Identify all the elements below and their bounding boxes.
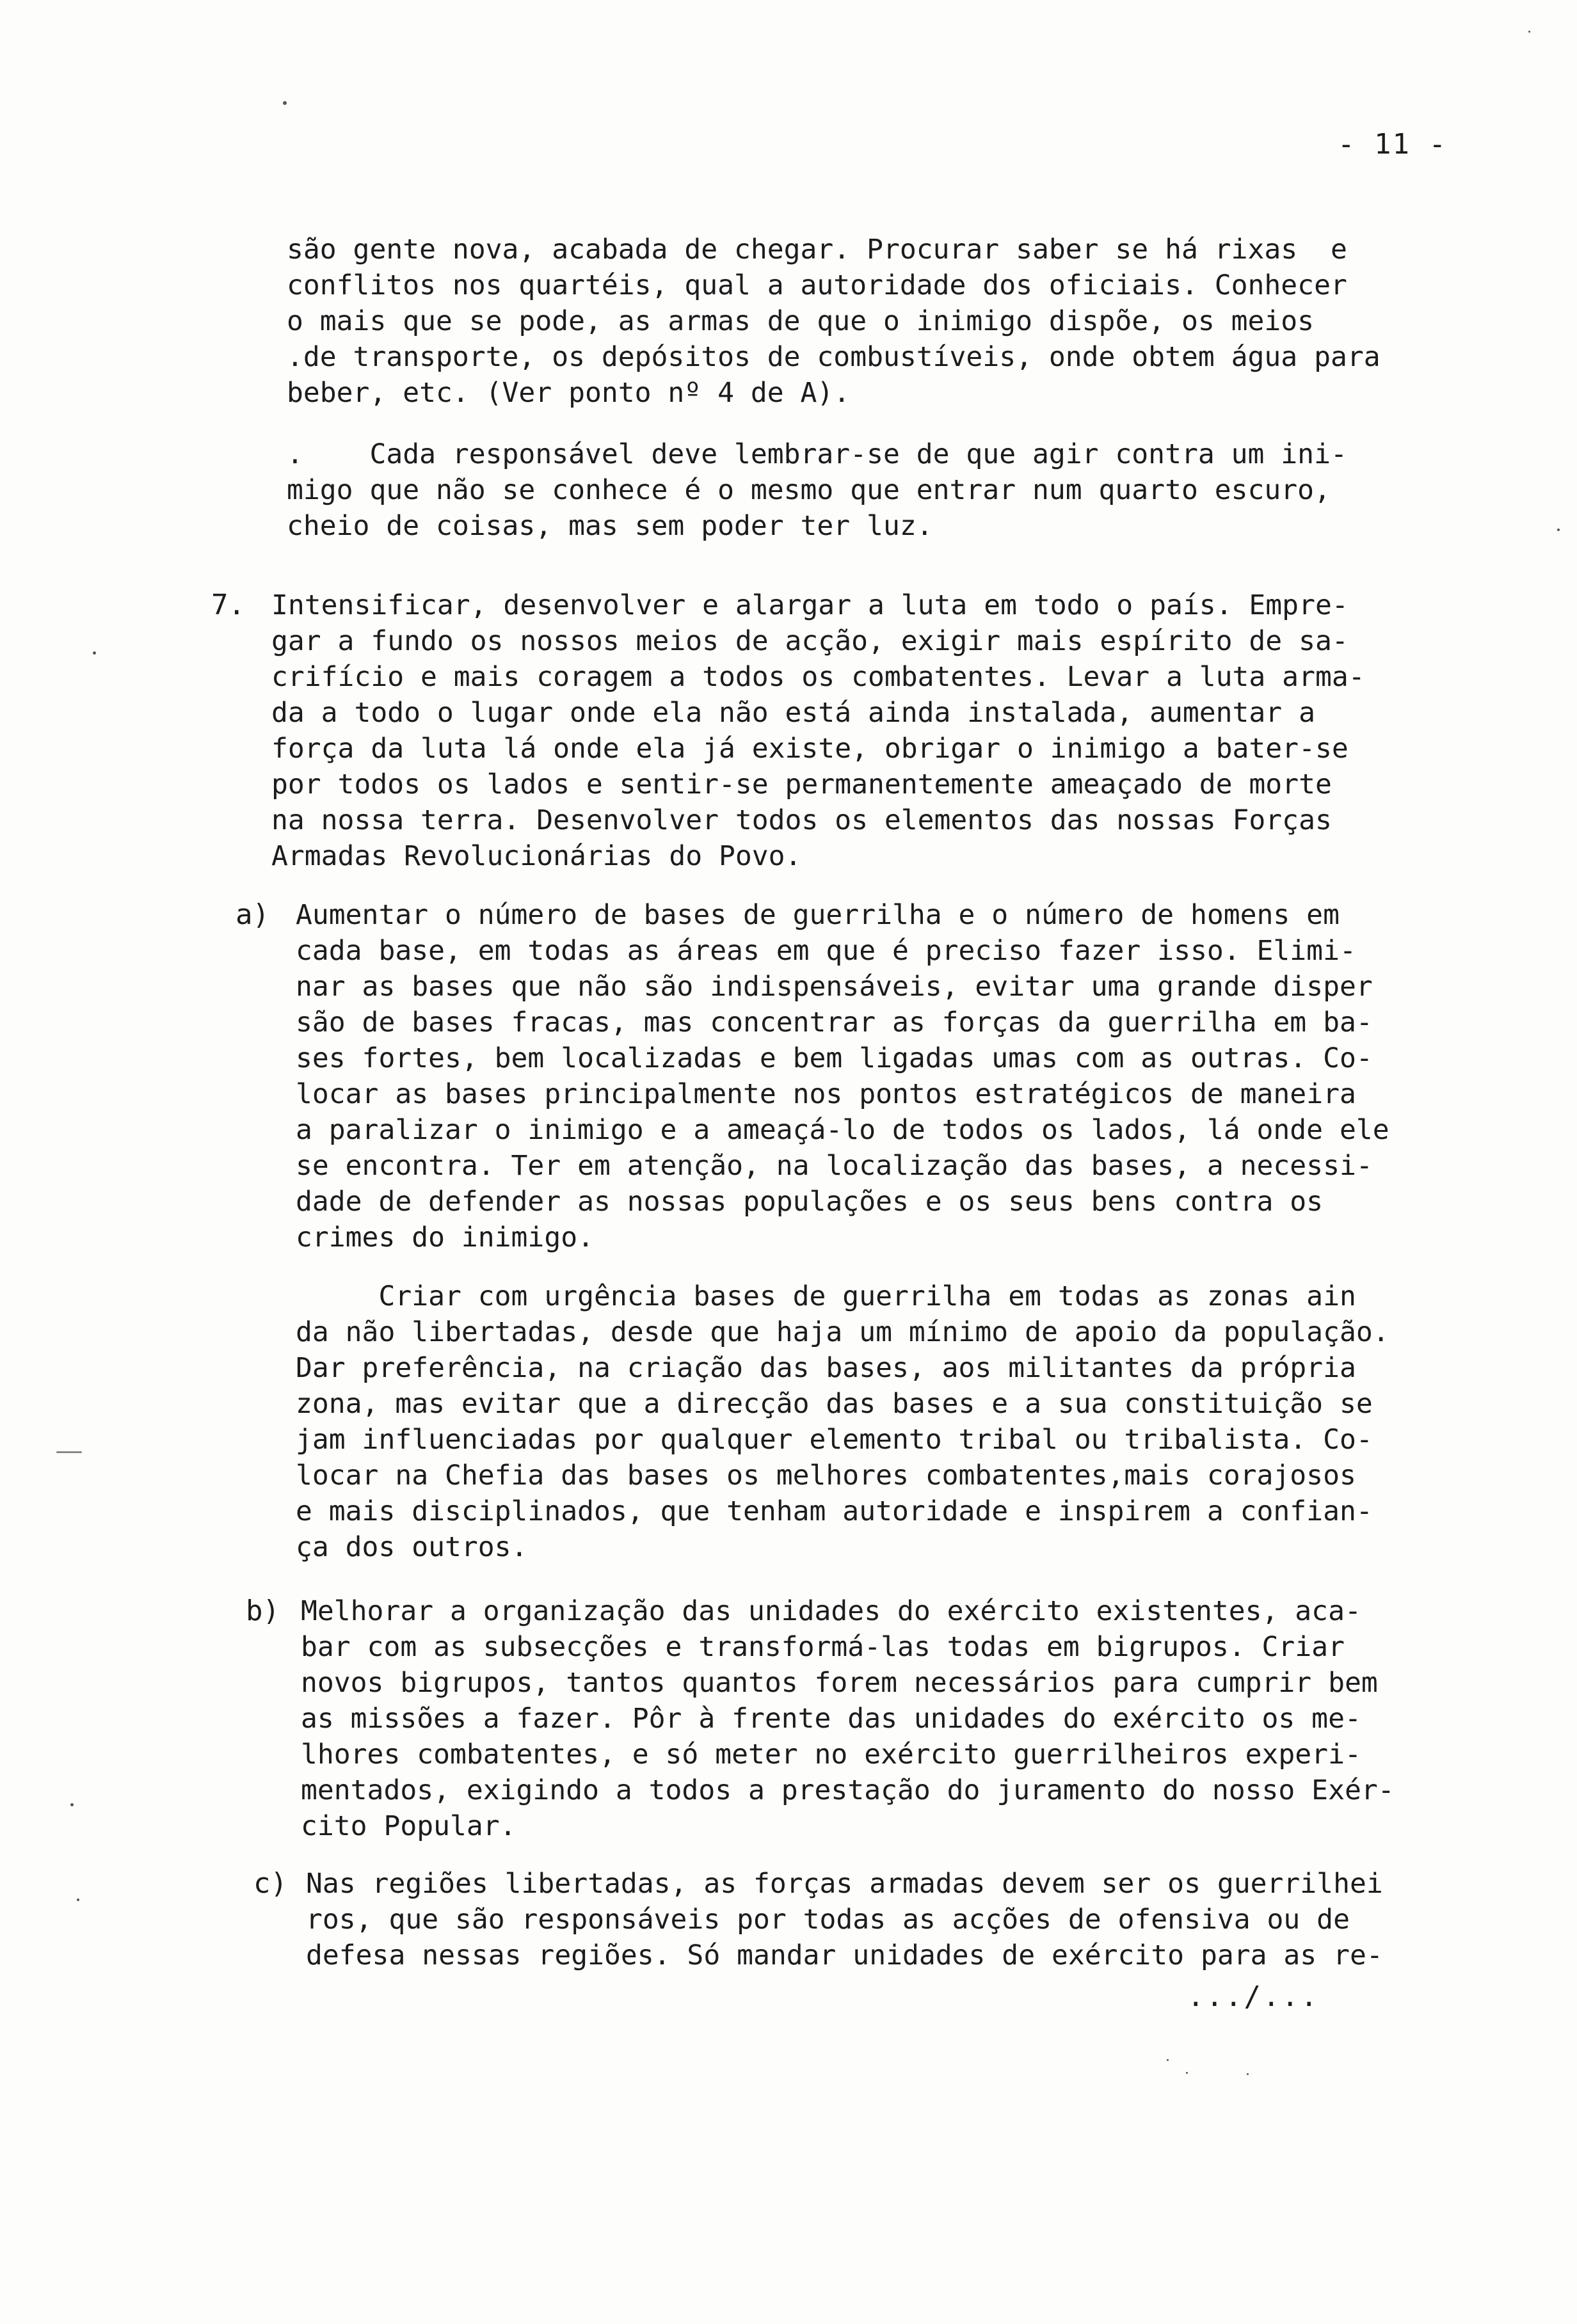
text-line: crimes do inimigo. bbox=[296, 1222, 594, 1254]
text-line: e mais disciplinados, que tenham autoridade e inspirem a confian- bbox=[296, 1495, 1373, 1527]
text-line: Armadas Revolucionárias do Povo. bbox=[271, 840, 802, 872]
text-line: locar as bases principalmente nos pontos estratégicos de maneira bbox=[296, 1078, 1356, 1110]
text-line: Intensificar, desenvolver e alargar a luta em todo o país. Empre- bbox=[271, 589, 1349, 621]
item-7-text bbox=[271, 587, 1365, 874]
text-line: o mais que se pode, as armas de que o inimigo dispõe, os meios bbox=[287, 305, 1315, 337]
paragraph-cada-responsavel bbox=[287, 436, 1347, 544]
item-c-text bbox=[306, 1866, 1383, 1973]
item-a-text bbox=[296, 897, 1389, 1255]
text-line: .de transporte, os depósitos de combustíveis, onde obtem água para bbox=[287, 341, 1381, 373]
text-line: Criar com urgência bases de guerrilha em todas as zonas ain bbox=[296, 1280, 1356, 1312]
text-line: dade de defender as nossas populações e os seus bens contra os bbox=[296, 1186, 1324, 1218]
text-line: Nas regiões libertadas, as forças armadas devem ser os guerrilhei bbox=[306, 1868, 1383, 1900]
text-line: migo que não se conhece é o mesmo que entrar num quarto escuro, bbox=[287, 474, 1331, 506]
continuation-mark: .../... bbox=[1187, 1980, 1320, 2013]
text-line: conflitos nos quartéis, qual a autoridade dos oficiais. Conhecer bbox=[287, 269, 1347, 301]
scan-speck bbox=[1557, 529, 1560, 531]
text-line: cada base, em todas as áreas em que é preciso fazer isso. Elimi- bbox=[296, 935, 1356, 967]
scan-speck bbox=[56, 1451, 82, 1453]
text-line: ros, que são responsáveis por todas as acções de ofensiva ou de bbox=[306, 1904, 1350, 1936]
text-line: gar a fundo os nossos meios de acção, exigir mais espírito de sa- bbox=[271, 625, 1349, 657]
text-line: força da luta lá onde ela já existe, obrigar o inimigo a bater-se bbox=[271, 733, 1349, 765]
text-line: jam influenciadas por qualquer elemento tribal ou tribalista. Co- bbox=[296, 1424, 1373, 1456]
text-line: beber, etc. (Ver ponto nº 4 de A). bbox=[287, 377, 851, 409]
scan-speck bbox=[1528, 31, 1530, 33]
text-line: nar as bases que não são indispensáveis, evitar uma grande disper bbox=[296, 971, 1373, 1003]
text-line: crifício e mais coragem a todos os combatentes. Levar a luta arma- bbox=[271, 661, 1365, 693]
text-line: Aumentar o número de bases de guerrilha e o número de homens em bbox=[296, 899, 1340, 931]
page-number: - 11 - bbox=[1338, 128, 1447, 161]
text-line: lhores combatentes, e só meter no exército guerrilheiros experi- bbox=[301, 1739, 1361, 1771]
text-line: na nossa terra. Desenvolver todos os elementos das nossas Forças bbox=[271, 804, 1332, 836]
item-b-text bbox=[301, 1593, 1395, 1844]
text-line: locar na Chefia das bases os melhores combatentes,mais corajosos bbox=[296, 1460, 1356, 1492]
text-line: Dar preferência, na criação das bases, aos militantes da própria bbox=[296, 1352, 1356, 1384]
text-line: se encontra. Ter em atenção, na localização das bases, a necessi- bbox=[296, 1150, 1373, 1182]
text-line: a paralizar o inimigo e a ameaçá-lo de todos os lados, lá onde ele bbox=[296, 1114, 1389, 1146]
text-line: ça dos outros. bbox=[296, 1531, 528, 1563]
text-line: Melhorar a organização das unidades do exército existentes, aca- bbox=[301, 1595, 1361, 1627]
text-line: da a todo o lugar onde ela não está ainda instalada, aumentar a bbox=[271, 697, 1315, 729]
text-line: defesa nessas regiões. Só mandar unidades de exército para as re- bbox=[306, 1939, 1383, 1971]
text-line: bar com as subsecções e transformá-las todas em bigrupos. Criar bbox=[301, 1631, 1345, 1663]
text-line: mentados, exigindo a todos a prestação do juramento do nosso Exér- bbox=[301, 1774, 1395, 1806]
paragraph-intro bbox=[287, 232, 1381, 411]
scan-speck bbox=[77, 1898, 79, 1901]
text-line: da não libertadas, desde que haja um mínimo de apoio da população. bbox=[296, 1316, 1389, 1348]
scan-speck bbox=[70, 1803, 74, 1806]
text-line: ses fortes, bem localizadas e bem ligadas umas com as outras. Co- bbox=[296, 1042, 1373, 1074]
text-line: novos bigrupos, tantos quantos forem necessários para cumprir bem bbox=[301, 1667, 1378, 1699]
text-line: cheio de coisas, mas sem poder ter luz. bbox=[287, 510, 933, 542]
scan-speck bbox=[93, 651, 96, 655]
text-line: são de bases fracas, mas concentrar as forças da guerrilha em ba- bbox=[296, 1007, 1373, 1039]
text-line: . Cada responsável deve lembrar-se de que agir contra um ini- bbox=[287, 438, 1347, 470]
item-a-subparagraph bbox=[296, 1278, 1389, 1565]
scan-speck bbox=[283, 101, 287, 105]
item-7-marker: 7. bbox=[211, 589, 245, 621]
text-line: por todos os lados e sentir-se permanentemente ameaçado de morte bbox=[271, 768, 1332, 800]
text-line: as missões a fazer. Pôr à frente das unidades do exército os me- bbox=[301, 1703, 1361, 1735]
text-line: cito Popular. bbox=[301, 1810, 516, 1842]
text-line: zona, mas evitar que a direcção das bases e a sua constituição se bbox=[296, 1388, 1373, 1420]
scan-speck bbox=[1167, 2059, 1169, 2061]
item-a-marker: a) bbox=[236, 898, 269, 931]
scan-speck bbox=[1247, 2073, 1249, 2075]
text-line: são gente nova, acabada de chegar. Procurar saber se há rixas e bbox=[287, 234, 1347, 266]
item-b-marker: b) bbox=[246, 1595, 280, 1627]
item-c-marker: c) bbox=[253, 1867, 287, 1900]
scan-speck bbox=[1186, 2072, 1188, 2074]
